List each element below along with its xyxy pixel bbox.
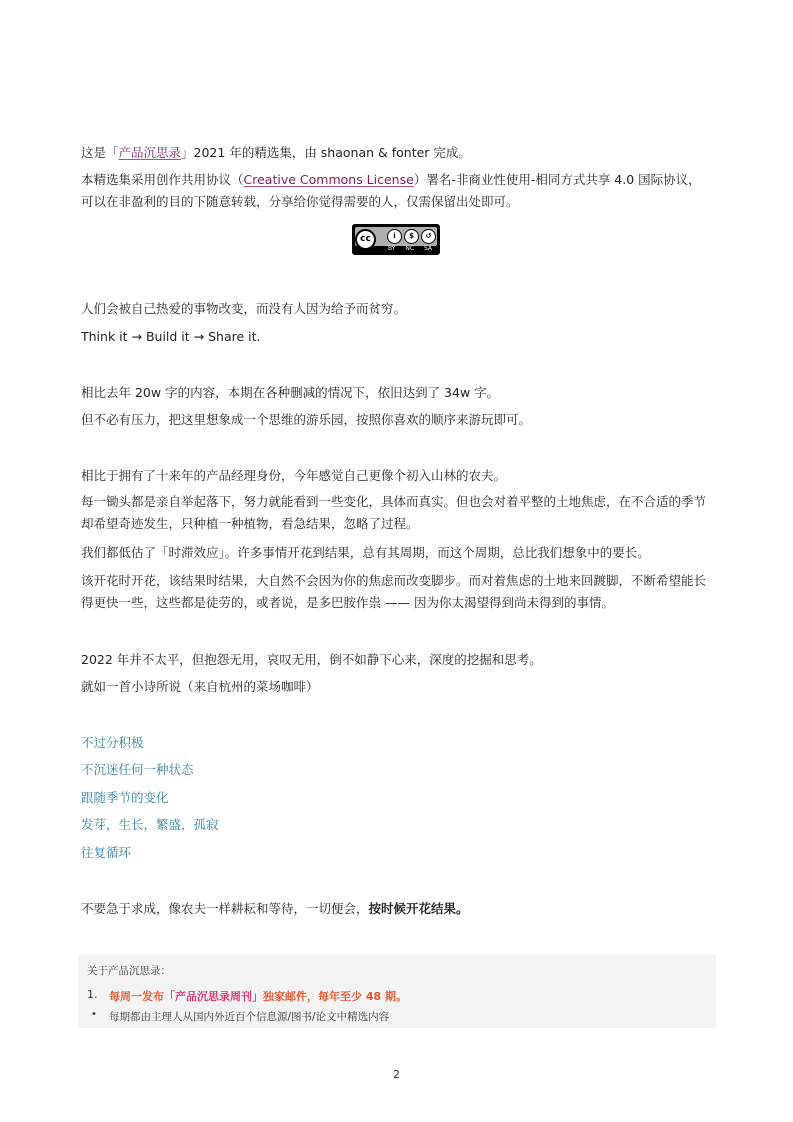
person-icon: i [387, 229, 402, 244]
license-text: 本精选集采用创作共用协议（ [81, 172, 244, 187]
cc-label-sa: SA [423, 245, 433, 252]
product-link[interactable]: 产品沉思录 [118, 145, 182, 160]
page-number: 2 [393, 1068, 400, 1081]
year-note-1: 2022 年并不太平，但抱怨无用，哀叹无用，倒不如静下心来，深度的挖掘和思考。 [81, 652, 542, 667]
content-note-2: 但不必有压力，把这里想象成一个思维的游乐园，按照你喜欢的顺序来游玩即可。 [81, 412, 532, 427]
intro-text: 这是「 [81, 145, 119, 160]
callout-item-1 [109, 988, 407, 1004]
license-link[interactable]: Creative Commons License [243, 172, 414, 187]
sharealike-icon: ↺ [421, 229, 436, 244]
year-note-2: 就如一首小诗所说（来自杭州的菜场咖啡） [81, 679, 319, 694]
callout-title: 关于产品沉思录： [87, 965, 171, 977]
poem-line: 不过分积极 [81, 735, 144, 750]
noncommercial-icon: $ [404, 229, 419, 244]
cc-icon: cc [355, 229, 376, 250]
reflection-p2: 每一锄头都是亲自举起落下，努力就能看到一些变化，具体而真实。但也会对着平整的土地焦虑，在不合适的季节却希望奇迹发生，只种植一种植物，看急结果，忽略了过程。 [81, 494, 707, 531]
closing-emphasis: 按时候开花结果。 [368, 901, 469, 916]
intro-line-1 [81, 142, 471, 164]
poem-line: 发芽，生长，繁盛，孤寂 [81, 817, 219, 832]
weekly-newsletter-name: 「产品沉思录周刊」 [164, 990, 263, 1003]
list-number: 1. [87, 988, 98, 1001]
license-paragraph [81, 169, 706, 213]
poem-line: 不沉迷任何一种状态 [81, 762, 194, 777]
bullet-icon: • [91, 1009, 97, 1020]
reflection-p1: 相比于拥有了十来年的产品经理身份，今年感觉自己更像个初入山林的农夫。 [81, 468, 507, 483]
cc-label-by: BY [387, 245, 396, 252]
about-callout [78, 954, 716, 1028]
poem-line: 往复循环 [81, 845, 132, 860]
poem-line: 跟随季节的变化 [81, 790, 169, 805]
cc-labels [383, 245, 437, 253]
motto-line-1: 人们会被自己热爱的事物改变，而没有人因为给予而贫穷。 [81, 301, 407, 316]
license-text: ）署名-非商业性使用-相同方式共享 4.0 国际协议，可以在非盈利的目的下随意转载，分享给你觉得需要的人，仅需保留出处即可。 [81, 172, 701, 209]
cc-label-nc: NC [405, 245, 415, 252]
closing-text: 不要急于求成，像农夫一样耕耘和等待，一切便会， [81, 901, 369, 916]
reflection-p3: 我们都低估了「时滞效应」。许多事情开花到结果，总有其周期，而这个周期，总比我们想象中的要长。 [81, 545, 650, 560]
closing-line [81, 898, 469, 920]
reflection-p4: 该开花时开花，该结果时结果，大自然不会因为你的焦虑而改变脚步。而对着焦虑的土地来回踱脚，不断希望能长得更快一些，这些都是徒劳的，或者说，是多巴胺作祟 —— 因为你太渴望得到尚未得到的事情。 [81, 573, 707, 610]
intro-text: 」2021 年的精选集，由 shaonan & fonter 完成。 [181, 145, 471, 160]
motto-line-2: Think it → Build it → Share it. [81, 329, 261, 344]
callout-item-1-text: 独家邮件，每年至少 48 期。 [263, 990, 407, 1003]
callout-item-2: 每期都由主理人从国内外近百个信息源/图书/论文中精选内容 [109, 1011, 390, 1023]
callout-item-1-text: 每周一发布 [109, 990, 164, 1003]
cc-license-badge[interactable] [352, 224, 440, 255]
content-note-1: 相比去年 20w 字的内容，本期在各种删减的情况下，依旧达到了 34w 字。 [81, 385, 500, 400]
